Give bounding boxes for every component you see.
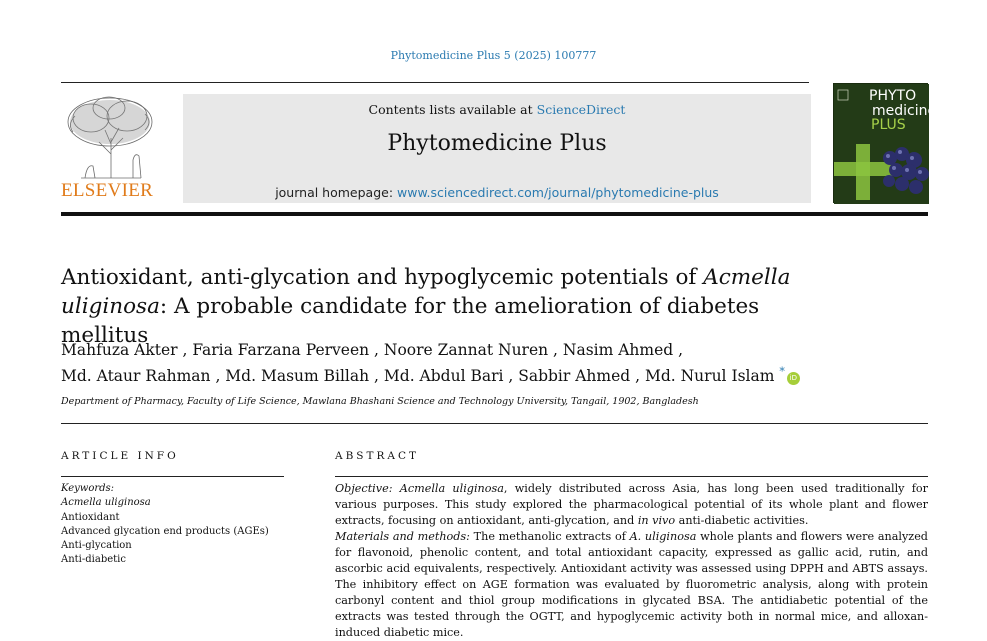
keyword-item: Advanced glycation end products (AGEs) [61, 525, 269, 537]
title-part1: Antioxidant, anti-glycation and hypoglycemic potentials of [61, 265, 704, 290]
abstract-heading: ABSTRACT [335, 450, 420, 462]
abstract-body [335, 481, 928, 641]
keyword-item: Anti-glycation [61, 540, 132, 552]
article-title [61, 263, 821, 350]
authors-line1[interactable]: Mahfuza Akter , Faria Farzana Perveen , Noore Zannat Nuren , Nasim Ahmed , [61, 341, 684, 359]
header-rule [61, 82, 809, 83]
sciencedirect-link[interactable]: ScienceDirect [536, 102, 626, 117]
author-list [61, 340, 861, 387]
cover-title-line1: PHYTO [869, 88, 917, 104]
methods-label: Materials and methods: [335, 530, 474, 543]
header-thick-rule [61, 212, 928, 216]
journal-cover-image[interactable] [833, 83, 937, 203]
orcid-icon[interactable]: iD [787, 372, 800, 385]
affiliation: Department of Pharmacy, Faculty of Life Science, Mawlana Bhashani Science and Technology University, Tangail, 1902, Bangladesh [61, 396, 699, 407]
contents-line [183, 102, 811, 117]
journal-banner [183, 94, 811, 203]
corresponding-author-mark[interactable]: * [779, 365, 785, 378]
homepage-line [183, 185, 811, 200]
section-rule [61, 423, 928, 424]
journal-title: Phytomedicine Plus [387, 131, 607, 156]
objective-text-b: anti-diabetic activities. [675, 514, 809, 527]
abstract-rule [335, 476, 928, 477]
journal-homepage-link[interactable]: www.sciencedirect.com/journal/phytomedicine-plus [397, 185, 719, 200]
objective-text-a: , widely distributed across Asia, has long been used traditionally for various purposes. This study explored the pharmacological potential of its whole plant and flower extracts, focusing on antioxidant, anti-glycation, and [335, 482, 928, 527]
cover-title-line3: PLUS [871, 117, 906, 133]
title-part2: : A probable candidate for the amelioration of diabetes mellitus [61, 294, 760, 348]
authors-line2[interactable]: Md. Ataur Rahman , Md. Masum Billah , Md. Abdul Bari , Sabbir Ahmed , Md. Nurul Islam [61, 367, 780, 385]
elsevier-wordmark: ELSEVIER [61, 180, 154, 201]
keyword-item: Antioxidant [61, 511, 120, 523]
homepage-prefix: journal homepage: [275, 185, 398, 200]
authors-line2-wrap [61, 361, 861, 387]
article-info-heading: ARTICLE INFO [61, 450, 179, 462]
methods-text-b: whole plants and flowers were analyzed for flavonoid, phenolic content, and total antioxidant capacity, expressed as gallic acid, rutin, and ascorbic acid equivalents, respectively. Antioxidant activity was assessed using DPPH and ABTS assays. The inhibitory effect on AGE formation was evaluated by fluorometric analysis, along with protein carbonyl content and thiol group modifications in glycated BSA. The antidiabetic potential of the extracts was tested through the OGTT, and hypoglycemic activity both in normal mice, and alloxan-induced diabetic mice. [335, 530, 928, 639]
journal-citation[interactable]: Phytomedicine Plus 5 (2025) 100777 [390, 49, 597, 62]
methods-species: A. uliginosa [629, 530, 697, 543]
abstract-methods [335, 529, 928, 641]
objective-in-vivo: in vivo [637, 514, 676, 527]
methods-text-a: The methanolic extracts of [473, 530, 630, 543]
title-species: Acmella uliginosa [61, 265, 791, 319]
keyword-item: Anti-diabetic [61, 554, 126, 566]
keywords-block [61, 482, 291, 568]
cover-title-line2: medicine [872, 103, 937, 119]
objective-species: Acmella uliginosa [399, 482, 504, 495]
contents-prefix: Contents lists available at [368, 102, 537, 117]
keyword-item: Acmella uliginosa [61, 497, 151, 509]
abstract-objective [335, 481, 928, 529]
keywords-label: Keywords: [61, 483, 115, 494]
article-info-rule [61, 476, 284, 477]
objective-label: Objective: [335, 482, 400, 495]
elsevier-tree-icon [61, 94, 159, 180]
elsevier-logo[interactable] [61, 94, 161, 204]
